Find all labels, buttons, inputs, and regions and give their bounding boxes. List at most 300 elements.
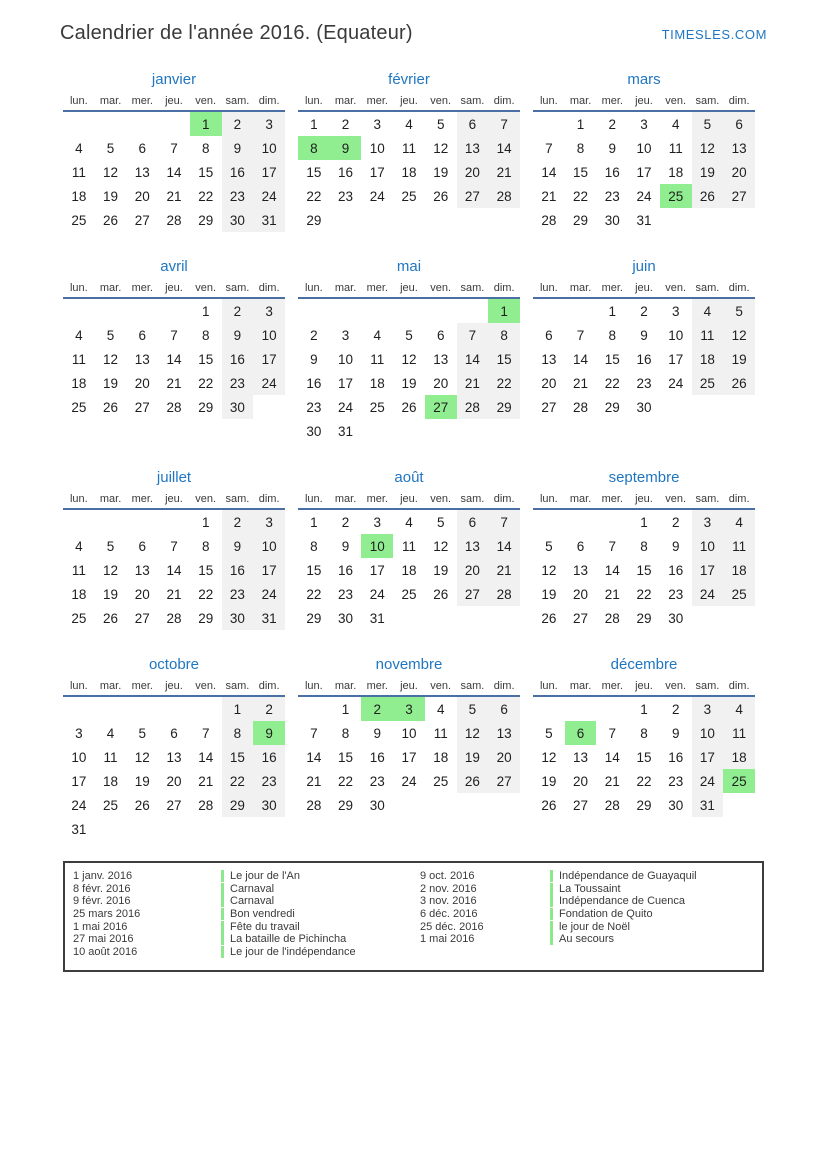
day-cell: 4 bbox=[75, 140, 83, 156]
day-cell: 30 bbox=[338, 610, 354, 626]
day-cell: 28 bbox=[604, 610, 620, 626]
weekday-label: jeu. bbox=[400, 282, 418, 294]
weekday-header-row bbox=[63, 95, 285, 112]
empty-cell bbox=[63, 112, 95, 136]
day-cell: 14 bbox=[604, 749, 620, 765]
day-cell: 22 bbox=[198, 586, 214, 602]
day-cell: 14 bbox=[198, 749, 214, 765]
legend-holiday-name: Le jour de l'An bbox=[221, 870, 420, 882]
day-cell: 31 bbox=[71, 821, 87, 837]
weekday-label: dim. bbox=[493, 493, 515, 505]
day-cell: 3 bbox=[75, 725, 83, 741]
day-cell: 1 bbox=[310, 514, 318, 530]
legend-date: 1 janv. 2016 bbox=[73, 870, 133, 883]
day-cell: 17 bbox=[71, 773, 87, 789]
empty-cell bbox=[158, 112, 190, 136]
day-cell: 2 bbox=[310, 327, 318, 343]
day-cell: 22 bbox=[306, 586, 322, 602]
day-cell: 30 bbox=[306, 423, 322, 439]
weekday-label: mar. bbox=[334, 680, 357, 692]
day-cell: 15 bbox=[198, 164, 214, 180]
day-cell: 8 bbox=[201, 140, 210, 156]
month-days bbox=[298, 299, 520, 443]
legend-holiday-name: Indépendance de Guayaquil bbox=[550, 870, 766, 882]
day-cell: 26 bbox=[723, 371, 755, 395]
day-cell: 16 bbox=[338, 164, 354, 180]
day-cell: 7 bbox=[608, 538, 617, 554]
day-cell: 16 bbox=[668, 562, 684, 578]
day-cell: 12 bbox=[134, 749, 150, 765]
weekday-label: lun. bbox=[69, 680, 88, 692]
day-cell: 5 bbox=[106, 140, 115, 156]
weekday-label: lun. bbox=[69, 493, 88, 505]
month-janvier bbox=[63, 71, 285, 232]
day-cell: 20 bbox=[723, 160, 755, 184]
day-cell: 27 bbox=[134, 399, 150, 415]
empty-cell bbox=[425, 299, 457, 323]
day-cell: 24 bbox=[636, 188, 652, 204]
day-cell: 19 bbox=[433, 562, 449, 578]
day-cell: 10 bbox=[338, 351, 354, 367]
day-cell: 21 bbox=[166, 375, 182, 391]
month-title: août bbox=[394, 469, 424, 486]
day-cell: 16 bbox=[222, 160, 254, 184]
legend-holiday-name: La bataille de Pichincha bbox=[221, 933, 420, 945]
day-cell: 31 bbox=[636, 212, 652, 228]
day-cell: 4 bbox=[405, 514, 413, 530]
day-cell: 30 bbox=[369, 797, 385, 813]
day-cell: 18 bbox=[103, 773, 119, 789]
day-cell: 20 bbox=[573, 586, 589, 602]
month-title: janvier bbox=[151, 71, 197, 88]
day-cell: 17 bbox=[636, 164, 652, 180]
legend-date: 8 févr. 2016 bbox=[73, 882, 131, 895]
weekday-label: sam. bbox=[460, 493, 485, 505]
weekday-label: mar. bbox=[99, 95, 122, 107]
day-cell: 13 bbox=[134, 351, 150, 367]
day-cell: 8 bbox=[576, 140, 585, 156]
weekday-label: sam. bbox=[695, 493, 720, 505]
month-title: juillet bbox=[156, 469, 192, 486]
day-cell: 9 bbox=[373, 725, 382, 741]
day-cell: 20 bbox=[134, 188, 150, 204]
weekday-label: ven. bbox=[195, 493, 217, 505]
weekday-label: mer. bbox=[366, 493, 388, 505]
day-cell: 21 bbox=[166, 188, 182, 204]
weekday-label: jeu. bbox=[165, 95, 183, 107]
day-cell: 25 bbox=[71, 610, 87, 626]
day-cell: 10 bbox=[401, 725, 417, 741]
empty-cell bbox=[126, 112, 158, 136]
day-cell: 2 bbox=[341, 514, 350, 530]
empty-cell bbox=[457, 299, 489, 323]
day-cell: 5 bbox=[405, 327, 413, 343]
day-cell: 18 bbox=[723, 558, 755, 582]
day-cell: 24 bbox=[71, 797, 87, 813]
day-cell: 22 bbox=[198, 375, 214, 391]
day-cell: 15 bbox=[198, 562, 214, 578]
day-cell: 17 bbox=[253, 347, 285, 371]
month-days bbox=[63, 299, 285, 419]
day-cell: 24 bbox=[253, 582, 285, 606]
weekday-label: jeu. bbox=[635, 95, 653, 107]
day-cell: 2 bbox=[222, 112, 254, 136]
holiday-legend bbox=[63, 861, 764, 972]
day-cell: 27 bbox=[134, 610, 150, 626]
day-cell: 10 bbox=[253, 136, 285, 160]
weekday-label: sam. bbox=[225, 282, 250, 294]
weekday-label: dim. bbox=[258, 95, 280, 107]
weekday-label: jeu. bbox=[165, 493, 183, 505]
day-cell: 28 bbox=[166, 610, 182, 626]
empty-cell bbox=[393, 299, 425, 323]
empty-cell bbox=[126, 510, 158, 534]
day-cell: 23 bbox=[222, 582, 254, 606]
day-cell: 2 bbox=[361, 697, 393, 721]
day-cell: 26 bbox=[692, 184, 724, 208]
weekday-label: ven. bbox=[665, 95, 687, 107]
day-cell: 10 bbox=[668, 327, 684, 343]
day-cell: 13 bbox=[573, 749, 589, 765]
day-cell: 10 bbox=[253, 534, 285, 558]
day-cell: 15 bbox=[604, 351, 620, 367]
empty-cell bbox=[190, 697, 222, 721]
month-title: décembre bbox=[610, 656, 678, 673]
empty-cell bbox=[95, 510, 127, 534]
weekday-label: lun. bbox=[304, 282, 323, 294]
day-cell: 1 bbox=[222, 697, 254, 721]
day-cell: 10 bbox=[253, 323, 285, 347]
weekday-header-row bbox=[298, 493, 520, 510]
day-cell: 2 bbox=[253, 697, 285, 721]
day-cell: 19 bbox=[692, 160, 724, 184]
day-cell: 12 bbox=[457, 721, 489, 745]
day-cell: 1 bbox=[341, 701, 350, 717]
day-cell: 30 bbox=[668, 797, 684, 813]
weekday-label: ven. bbox=[430, 95, 452, 107]
weekday-label: jeu. bbox=[400, 680, 418, 692]
day-cell: 20 bbox=[541, 375, 557, 391]
day-cell: 1 bbox=[310, 116, 318, 132]
empty-cell bbox=[126, 299, 158, 323]
day-cell: 22 bbox=[198, 188, 214, 204]
month-days bbox=[298, 112, 520, 232]
empty-cell bbox=[63, 697, 95, 721]
day-cell: 29 bbox=[636, 610, 652, 626]
day-cell: 21 bbox=[604, 586, 620, 602]
weekday-label: dim. bbox=[258, 493, 280, 505]
day-cell: 4 bbox=[106, 725, 115, 741]
day-cell: 23 bbox=[636, 375, 652, 391]
day-cell: 8 bbox=[640, 725, 648, 741]
day-cell: 27 bbox=[573, 610, 589, 626]
day-cell: 25 bbox=[401, 586, 417, 602]
weekday-label: mar. bbox=[334, 493, 357, 505]
day-cell: 29 bbox=[198, 212, 214, 228]
weekday-header-row bbox=[63, 493, 285, 510]
weekday-label: ven. bbox=[430, 680, 452, 692]
day-cell: 6 bbox=[436, 327, 445, 343]
day-cell: 27 bbox=[425, 395, 457, 419]
day-cell: 3 bbox=[373, 514, 382, 530]
day-cell: 16 bbox=[253, 745, 285, 769]
day-cell: 7 bbox=[488, 510, 520, 534]
day-cell: 29 bbox=[636, 797, 652, 813]
weekday-label: mar. bbox=[569, 680, 592, 692]
day-cell: 19 bbox=[134, 773, 150, 789]
month-title: février bbox=[388, 71, 430, 88]
day-cell: 5 bbox=[106, 327, 115, 343]
day-cell: 11 bbox=[103, 749, 118, 765]
day-cell: 11 bbox=[692, 323, 724, 347]
weekday-label: jeu. bbox=[165, 680, 183, 692]
day-cell: 25 bbox=[723, 769, 755, 793]
day-cell: 29 bbox=[604, 399, 620, 415]
day-cell: 22 bbox=[338, 773, 354, 789]
day-cell: 19 bbox=[103, 375, 119, 391]
day-cell: 12 bbox=[103, 351, 119, 367]
legend-holiday-name: Carnaval bbox=[221, 883, 420, 895]
day-cell: 21 bbox=[541, 188, 557, 204]
day-cell: 9 bbox=[310, 351, 318, 367]
day-cell: 9 bbox=[222, 136, 254, 160]
day-cell: 28 bbox=[198, 797, 214, 813]
day-cell: 28 bbox=[488, 184, 520, 208]
day-cell: 4 bbox=[723, 510, 755, 534]
day-cell: 6 bbox=[138, 140, 147, 156]
day-cell: 18 bbox=[692, 347, 724, 371]
weekday-label: dim. bbox=[728, 95, 750, 107]
legend-column bbox=[73, 870, 420, 958]
month-days bbox=[63, 510, 285, 630]
weekday-label: sam. bbox=[460, 95, 485, 107]
day-cell: 5 bbox=[692, 112, 724, 136]
day-cell: 9 bbox=[671, 538, 680, 554]
day-cell: 9 bbox=[330, 136, 362, 160]
day-cell: 27 bbox=[723, 184, 755, 208]
day-cell: 3 bbox=[253, 112, 285, 136]
day-cell: 30 bbox=[668, 610, 684, 626]
weekday-label: lun. bbox=[539, 680, 558, 692]
day-cell: 20 bbox=[134, 586, 150, 602]
weekday-label: mar. bbox=[99, 282, 122, 294]
weekday-label: mar. bbox=[99, 680, 122, 692]
day-cell: 24 bbox=[369, 586, 385, 602]
day-cell: 20 bbox=[457, 160, 489, 184]
day-cell: 1 bbox=[201, 514, 210, 530]
legend-date: 2 nov. 2016 bbox=[420, 882, 477, 895]
site-link[interactable]: TIMESLES.COM bbox=[661, 27, 767, 42]
day-cell: 13 bbox=[134, 164, 150, 180]
weekday-label: lun. bbox=[304, 493, 323, 505]
day-cell: 28 bbox=[488, 582, 520, 606]
weekday-label: sam. bbox=[225, 493, 250, 505]
day-cell: 21 bbox=[573, 375, 589, 391]
day-cell: 20 bbox=[457, 558, 489, 582]
legend-date: 1 mai 2016 bbox=[420, 933, 475, 946]
empty-cell bbox=[158, 697, 190, 721]
day-cell: 13 bbox=[134, 562, 150, 578]
day-cell: 16 bbox=[604, 164, 620, 180]
month-septembre bbox=[533, 469, 755, 630]
day-cell: 31 bbox=[338, 423, 354, 439]
day-cell: 20 bbox=[488, 745, 520, 769]
day-cell: 10 bbox=[361, 534, 393, 558]
day-cell: 29 bbox=[306, 610, 322, 626]
day-cell: 24 bbox=[253, 184, 285, 208]
weekday-label: dim. bbox=[728, 282, 750, 294]
day-cell: 16 bbox=[222, 347, 254, 371]
empty-cell bbox=[533, 697, 565, 721]
day-cell: 18 bbox=[369, 375, 385, 391]
weekday-label: ven. bbox=[665, 493, 687, 505]
weekday-header-row bbox=[298, 680, 520, 697]
day-cell: 30 bbox=[222, 395, 254, 419]
month-days bbox=[63, 697, 285, 841]
day-cell: 18 bbox=[433, 749, 449, 765]
day-cell: 25 bbox=[369, 399, 385, 415]
day-cell: 11 bbox=[723, 721, 755, 745]
day-cell: 11 bbox=[71, 562, 86, 578]
day-cell: 12 bbox=[692, 136, 724, 160]
day-cell: 13 bbox=[723, 136, 755, 160]
day-cell: 2 bbox=[341, 116, 350, 132]
day-cell: 26 bbox=[433, 586, 449, 602]
day-cell: 17 bbox=[401, 749, 417, 765]
weekday-label: ven. bbox=[195, 680, 217, 692]
day-cell: 18 bbox=[71, 375, 87, 391]
day-cell: 8 bbox=[222, 721, 254, 745]
empty-cell bbox=[361, 299, 393, 323]
weekday-label: dim. bbox=[258, 680, 280, 692]
day-cell: 9 bbox=[640, 327, 648, 343]
day-cell: 15 bbox=[222, 745, 254, 769]
day-cell: 19 bbox=[433, 164, 449, 180]
month-juillet bbox=[63, 469, 285, 630]
day-cell: 27 bbox=[134, 212, 150, 228]
weekday-label: mer. bbox=[131, 282, 153, 294]
day-cell: 28 bbox=[166, 212, 182, 228]
day-cell: 25 bbox=[103, 797, 119, 813]
day-cell: 2 bbox=[671, 514, 680, 530]
day-cell: 3 bbox=[393, 697, 425, 721]
legend-holiday-name: Fête du travail bbox=[221, 921, 420, 933]
empty-cell bbox=[565, 510, 597, 534]
day-cell: 6 bbox=[170, 725, 178, 741]
day-cell: 1 bbox=[488, 299, 520, 323]
day-cell: 11 bbox=[668, 140, 683, 156]
day-cell: 24 bbox=[401, 773, 417, 789]
day-cell: 2 bbox=[222, 510, 254, 534]
weekday-label: lun. bbox=[69, 95, 88, 107]
day-cell: 21 bbox=[488, 160, 520, 184]
day-cell: 7 bbox=[170, 538, 178, 554]
day-cell: 26 bbox=[433, 188, 449, 204]
day-cell: 23 bbox=[222, 184, 254, 208]
day-cell: 26 bbox=[103, 399, 119, 415]
day-cell: 20 bbox=[134, 375, 150, 391]
day-cell: 13 bbox=[573, 562, 589, 578]
weekday-label: sam. bbox=[695, 95, 720, 107]
day-cell: 20 bbox=[166, 773, 182, 789]
day-cell: 29 bbox=[198, 610, 214, 626]
day-cell: 7 bbox=[608, 725, 617, 741]
day-cell: 27 bbox=[166, 797, 182, 813]
day-cell: 16 bbox=[222, 558, 254, 582]
weekday-label: mer. bbox=[131, 680, 153, 692]
day-cell: 12 bbox=[103, 164, 119, 180]
day-cell: 27 bbox=[541, 399, 557, 415]
empty-cell bbox=[298, 299, 330, 323]
weekday-label: dim. bbox=[493, 680, 515, 692]
day-cell: 13 bbox=[457, 136, 489, 160]
day-cell: 25 bbox=[401, 188, 417, 204]
weekday-label: mar. bbox=[569, 95, 592, 107]
month-days bbox=[533, 697, 755, 817]
empty-cell bbox=[158, 510, 190, 534]
day-cell: 14 bbox=[604, 562, 620, 578]
weekday-label: mar. bbox=[334, 282, 357, 294]
month-title: septembre bbox=[608, 469, 680, 486]
day-cell: 4 bbox=[671, 116, 680, 132]
weekday-label: jeu. bbox=[400, 493, 418, 505]
day-cell: 10 bbox=[369, 140, 385, 156]
day-cell: 30 bbox=[222, 208, 254, 232]
month-avril bbox=[63, 258, 285, 443]
weekday-label: mer. bbox=[131, 95, 153, 107]
day-cell: 15 bbox=[338, 749, 354, 765]
weekday-header-row bbox=[533, 282, 755, 299]
weekday-label: sam. bbox=[460, 680, 485, 692]
day-cell: 19 bbox=[103, 586, 119, 602]
day-cell: 12 bbox=[541, 749, 557, 765]
day-cell: 3 bbox=[692, 510, 724, 534]
day-cell: 23 bbox=[338, 188, 354, 204]
weekday-label: mer. bbox=[366, 680, 388, 692]
day-cell: 17 bbox=[369, 164, 385, 180]
day-cell: 13 bbox=[541, 351, 557, 367]
day-cell: 7 bbox=[545, 140, 553, 156]
day-cell: 28 bbox=[573, 399, 589, 415]
legend-date: 9 févr. 2016 bbox=[73, 895, 131, 908]
day-cell: 3 bbox=[253, 299, 285, 323]
day-cell: 23 bbox=[222, 371, 254, 395]
day-cell: 17 bbox=[253, 160, 285, 184]
weekday-label: sam. bbox=[460, 282, 485, 294]
day-cell: 10 bbox=[636, 140, 652, 156]
day-cell: 28 bbox=[541, 212, 557, 228]
day-cell: 19 bbox=[103, 188, 119, 204]
weekday-label: ven. bbox=[195, 95, 217, 107]
weekday-label: ven. bbox=[665, 282, 687, 294]
day-cell: 14 bbox=[488, 534, 520, 558]
day-cell: 3 bbox=[373, 116, 382, 132]
day-cell: 26 bbox=[401, 399, 417, 415]
day-cell: 8 bbox=[201, 327, 210, 343]
day-cell: 25 bbox=[71, 399, 87, 415]
empty-cell bbox=[533, 299, 565, 323]
day-cell: 28 bbox=[604, 797, 620, 813]
day-cell: 31 bbox=[692, 793, 724, 817]
weekday-label: mer. bbox=[601, 95, 623, 107]
day-cell: 5 bbox=[457, 697, 489, 721]
day-cell: 19 bbox=[541, 773, 557, 789]
legend-holiday-name: Carnaval bbox=[221, 895, 420, 907]
day-cell: 11 bbox=[401, 140, 416, 156]
empty-cell bbox=[565, 697, 597, 721]
day-cell: 6 bbox=[488, 697, 520, 721]
weekday-label: mar. bbox=[334, 95, 357, 107]
